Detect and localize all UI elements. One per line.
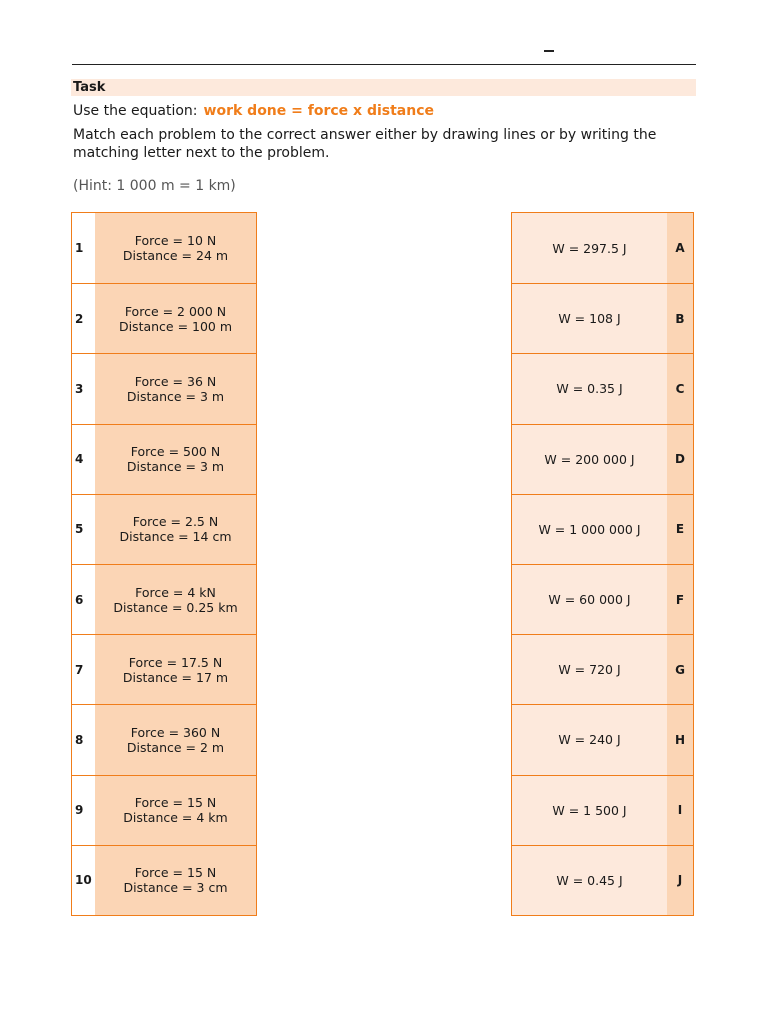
header-dash xyxy=(544,50,554,52)
problem-number: 4 xyxy=(72,425,95,494)
problem-distance: Distance = 100 m xyxy=(118,318,233,334)
header-rule xyxy=(72,64,696,65)
problem-cell[interactable] xyxy=(95,846,256,915)
problem-number: 6 xyxy=(72,565,95,634)
problem-distance: Distance = 17 m xyxy=(122,669,229,685)
answer-row xyxy=(512,704,693,774)
answer-cell[interactable]: W = 108 J xyxy=(512,284,667,353)
answer-letter: G xyxy=(667,635,693,704)
problem-cell[interactable] xyxy=(95,565,256,634)
problem-force: Force = 2.5 N xyxy=(132,514,219,530)
answer-cell[interactable]: W = 240 J xyxy=(512,705,667,774)
answer-letter: E xyxy=(667,495,693,564)
answer-letter: F xyxy=(667,565,693,634)
problems-column xyxy=(71,212,257,916)
problem-cell[interactable] xyxy=(95,213,256,283)
answer-row xyxy=(512,213,693,283)
answer-letter: I xyxy=(667,776,693,845)
answer-cell[interactable]: W = 297.5 J xyxy=(512,213,667,283)
problem-cell[interactable] xyxy=(95,495,256,564)
problem-cell[interactable] xyxy=(95,705,256,774)
answer-row xyxy=(512,775,693,845)
problem-force: Force = 2 000 N xyxy=(124,303,227,319)
answer-letter: J xyxy=(667,846,693,915)
answer-row xyxy=(512,283,693,353)
problem-distance: Distance = 3 cm xyxy=(123,880,228,896)
problem-number: 1 xyxy=(72,213,95,283)
answer-cell[interactable]: W = 1 000 000 J xyxy=(512,495,667,564)
answer-letter: H xyxy=(667,705,693,774)
answer-row xyxy=(512,634,693,704)
problem-distance: Distance = 3 m xyxy=(126,388,225,404)
problem-row xyxy=(72,634,256,704)
problem-row xyxy=(72,564,256,634)
problem-force: Force = 36 N xyxy=(134,373,217,389)
problem-force: Force = 15 N xyxy=(134,865,217,881)
problem-distance: Distance = 2 m xyxy=(126,739,225,755)
answer-row xyxy=(512,494,693,564)
problem-number: 5 xyxy=(72,495,95,564)
problem-distance: Distance = 14 cm xyxy=(119,529,232,545)
task-heading: Task xyxy=(71,79,696,96)
answer-cell[interactable]: W = 0.45 J xyxy=(512,846,667,915)
instructions: Match each problem to the correct answer either by drawing lines or by writing the matching letter next to the problem. xyxy=(73,127,657,161)
answer-cell[interactable]: W = 0.35 J xyxy=(512,354,667,423)
problem-distance: Distance = 4 km xyxy=(123,810,228,826)
answer-cell[interactable]: W = 60 000 J xyxy=(512,565,667,634)
problem-number: 10 xyxy=(72,846,95,915)
problem-distance: Distance = 3 m xyxy=(126,459,225,475)
problem-number: 8 xyxy=(72,705,95,774)
problem-row xyxy=(72,283,256,353)
equation: work done = force x distance xyxy=(203,103,434,119)
problem-force: Force = 10 N xyxy=(134,233,217,249)
answer-letter: B xyxy=(667,284,693,353)
problem-number: 2 xyxy=(72,284,95,353)
answer-letter: D xyxy=(667,425,693,494)
hint: (Hint: 1 000 m = 1 km) xyxy=(73,178,236,194)
problem-force: Force = 360 N xyxy=(130,724,221,740)
problem-force: Force = 15 N xyxy=(134,795,217,811)
answers-column xyxy=(511,212,694,916)
problem-distance: Distance = 24 m xyxy=(122,248,229,264)
problem-distance: Distance = 0.25 km xyxy=(113,599,238,615)
answer-cell[interactable]: W = 200 000 J xyxy=(512,425,667,494)
problem-row xyxy=(72,353,256,423)
problem-cell[interactable] xyxy=(95,776,256,845)
problem-number: 7 xyxy=(72,635,95,704)
answer-cell[interactable]: W = 1 500 J xyxy=(512,776,667,845)
problem-row xyxy=(72,424,256,494)
problem-cell[interactable] xyxy=(95,425,256,494)
problem-cell[interactable] xyxy=(95,635,256,704)
problem-cell[interactable] xyxy=(95,354,256,423)
problem-force: Force = 500 N xyxy=(130,444,221,460)
equation-line xyxy=(73,102,434,120)
problem-row xyxy=(72,845,256,915)
answer-row xyxy=(512,845,693,915)
problem-number: 3 xyxy=(72,354,95,423)
problem-row xyxy=(72,494,256,564)
problem-force: Force = 17.5 N xyxy=(128,654,223,670)
answer-letter: C xyxy=(667,354,693,423)
answer-letter: A xyxy=(667,213,693,283)
answer-row xyxy=(512,353,693,423)
problem-row xyxy=(72,775,256,845)
problem-row xyxy=(72,213,256,283)
equation-intro: Use the equation: xyxy=(73,103,198,119)
answer-row xyxy=(512,564,693,634)
problem-row xyxy=(72,704,256,774)
problem-cell[interactable] xyxy=(95,284,256,353)
problem-number: 9 xyxy=(72,776,95,845)
problem-force: Force = 4 kN xyxy=(135,584,216,600)
answer-row xyxy=(512,424,693,494)
answer-cell[interactable]: W = 720 J xyxy=(512,635,667,704)
